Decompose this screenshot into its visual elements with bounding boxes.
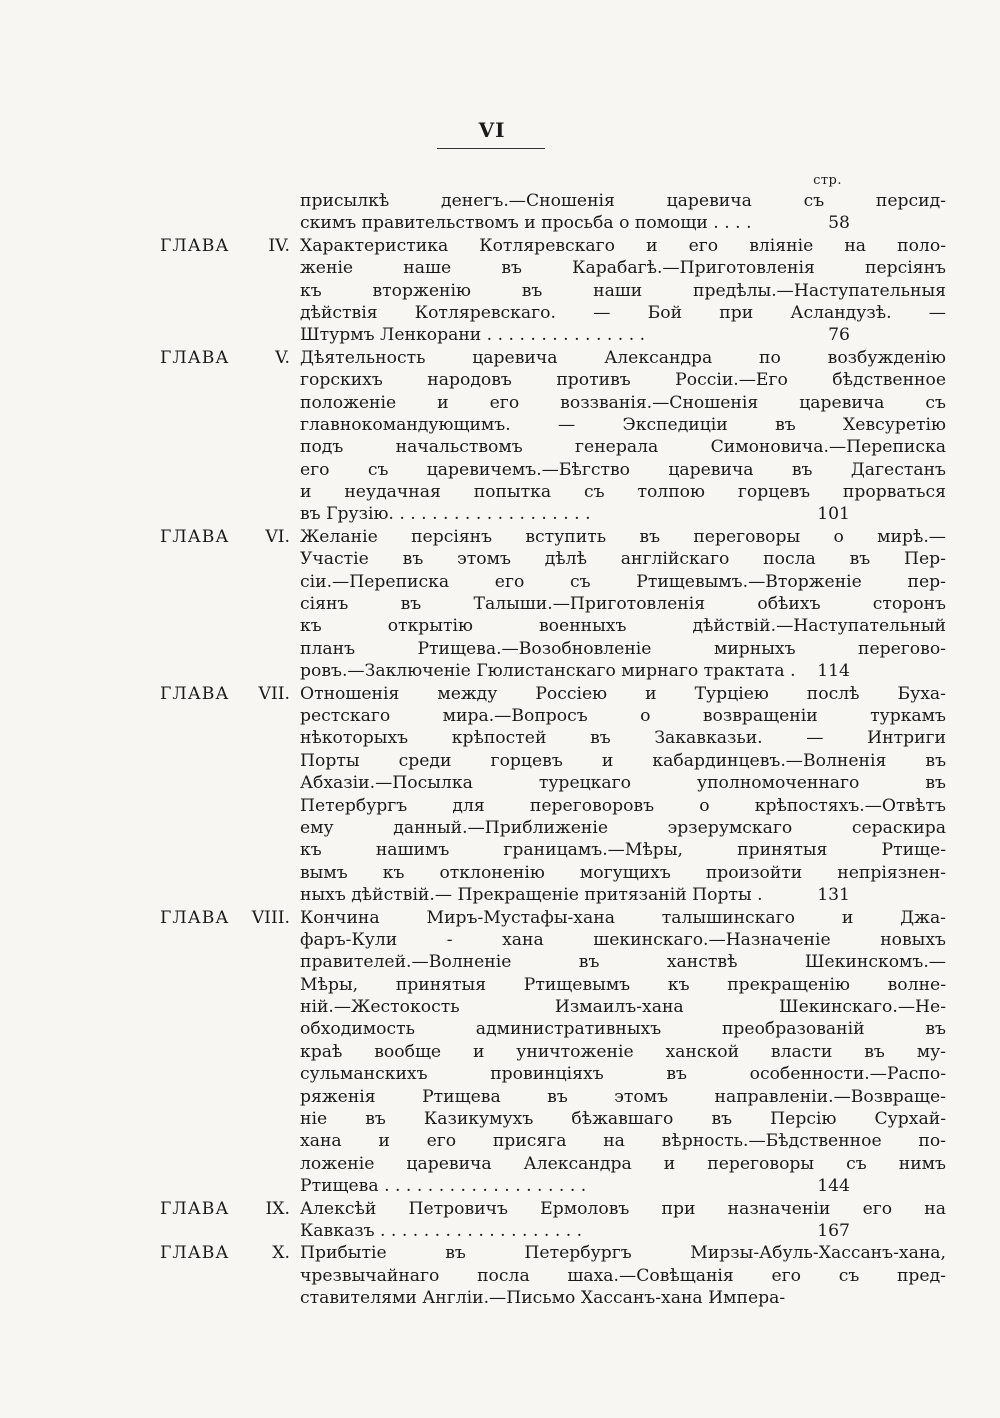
toc-line-text: женіе наше въ Карабагѣ.—Приготовленія персіянъ bbox=[300, 258, 946, 279]
toc-line-text: Прибытіе въ Петербургъ Мирзы-Абуль-Хассанъ-хана, bbox=[300, 1243, 946, 1264]
toc-line-text: главнокомандующимъ. — Экспедиціи въ Хевсуретію bbox=[300, 414, 946, 435]
toc-line-text: ряженія Ртищева въ этомъ направленіи.—Возвраще- bbox=[300, 1086, 946, 1107]
chapter-word: ГЛАВА bbox=[160, 907, 230, 928]
toc-line bbox=[160, 526, 946, 548]
chapter-label bbox=[160, 683, 290, 705]
chapter-label bbox=[160, 1198, 290, 1220]
toc-line bbox=[160, 1130, 946, 1152]
page-reference: 131 bbox=[817, 885, 850, 906]
toc-line-text: къ нашимъ границамъ.—Мѣры, принятыя Ртище- bbox=[300, 840, 946, 861]
toc-line-text: подъ начальствомъ генерала Симоновича.—Переписка bbox=[300, 437, 946, 458]
toc-line bbox=[160, 660, 850, 682]
chapter-number: IV. bbox=[268, 235, 290, 256]
toc-line-text: ложеніе царевича Александра и переговоры съ нимъ bbox=[300, 1153, 946, 1174]
toc-line bbox=[160, 1265, 946, 1287]
toc-line-text: и неудачная попытка съ толпою горцевъ прорваться bbox=[300, 482, 946, 503]
toc-line bbox=[160, 817, 946, 839]
chapter-label bbox=[160, 526, 290, 548]
toc-line bbox=[160, 929, 946, 951]
chapter-word: ГЛАВА bbox=[160, 526, 230, 547]
toc-line-text: къ открытію военныхъ дѣйствій.—Наступательный bbox=[300, 616, 946, 637]
chapter-label bbox=[160, 907, 290, 929]
toc-line bbox=[160, 1108, 946, 1130]
toc-line-text: Ртищева . . . . . . . . . . . . . . . . . . . bbox=[300, 1176, 587, 1197]
toc-line-text: краѣ вообще и уничтоженіе ханской власти въ му- bbox=[300, 1041, 946, 1062]
toc-entry bbox=[160, 526, 946, 683]
toc-line bbox=[160, 951, 946, 973]
chapter-number: VII. bbox=[258, 683, 290, 704]
toc-line bbox=[160, 302, 946, 324]
toc-line-text: Кавказъ . . . . . . . . . . . . . . . . . . . bbox=[300, 1220, 583, 1241]
toc-line-text: Кончина Миръ-Мустафы-хана талышинскаго и Джа- bbox=[300, 907, 946, 928]
toc-entry bbox=[160, 190, 946, 235]
chapter-number: V. bbox=[275, 347, 290, 368]
toc-entry bbox=[160, 1198, 946, 1243]
toc-line bbox=[160, 571, 946, 593]
toc-line bbox=[160, 1220, 850, 1242]
chapter-word: ГЛАВА bbox=[160, 1198, 230, 1219]
toc-line bbox=[160, 750, 946, 772]
toc-line bbox=[160, 1086, 946, 1108]
toc-line-text: къ вторженію въ наши предѣлы.—Наступательныя bbox=[300, 280, 946, 301]
toc-line-text: Петербургъ для переговоровъ о крѣпостяхъ.—Отвѣтъ bbox=[300, 795, 946, 816]
toc-line bbox=[160, 839, 946, 861]
toc-line-text: Характеристика Котляревскаго и его вліяніе на поло- bbox=[300, 235, 946, 256]
toc-entry bbox=[160, 907, 946, 1198]
chapter-label bbox=[160, 347, 290, 369]
toc-line bbox=[160, 907, 946, 929]
chapter-word: ГЛАВА bbox=[160, 347, 230, 368]
toc-line-text: фаръ-Кули - хана шекинскаго.—Назначеніе новыхъ bbox=[300, 929, 946, 950]
toc-line-text: ровъ.—Заключеніе Гюлистанскаго мирнаго трактата . bbox=[300, 661, 796, 682]
chapter-number: VI. bbox=[265, 526, 290, 547]
toc-line-text: его съ царевичемъ.—Бѣгство царевича въ Дагестанъ bbox=[300, 459, 946, 480]
toc-line-text: Мѣры, принятыя Ртищевымъ къ прекращенію волне- bbox=[300, 974, 946, 995]
toc-line-text: планъ Ртищева.—Возобновленіе мирныхъ перегово- bbox=[300, 638, 946, 659]
toc-line bbox=[160, 190, 946, 212]
toc-line-text: ставителями Англіи.—Письмо Хассанъ-хана Импера- bbox=[300, 1288, 786, 1309]
toc-line bbox=[160, 212, 850, 234]
header-rule bbox=[437, 148, 545, 149]
toc-line-text: сульманскихъ провинціяхъ въ особенности.—Распо- bbox=[300, 1064, 946, 1085]
toc-entry bbox=[160, 1242, 946, 1309]
toc-line bbox=[160, 324, 850, 346]
toc-line bbox=[160, 1175, 850, 1197]
toc-line bbox=[160, 369, 946, 391]
toc-line-text: сіянъ въ Талыши.—Приготовленія обѣихъ сторонъ bbox=[300, 594, 946, 615]
toc-line-text: Абхазіи.—Посылка турецкаго уполномоченнаго въ bbox=[300, 773, 946, 794]
toc-line bbox=[160, 548, 946, 570]
toc-line-text: чрезвычайнаго посла шаха.—Совѣщанія его съ пред- bbox=[300, 1265, 946, 1286]
toc-entry bbox=[160, 235, 946, 347]
chapter-label bbox=[160, 1242, 290, 1264]
toc-line-text: ему данный.—Приближеніе эрзерумскаго сераскира bbox=[300, 817, 946, 838]
toc-line-text: въ Грузію. . . . . . . . . . . . . . . . . . . bbox=[300, 504, 591, 525]
chapter-word: ГЛАВА bbox=[160, 683, 230, 704]
toc-line-text: рестскаго мира.—Вопросъ о возвращеніи туркамъ bbox=[300, 705, 946, 726]
toc-line bbox=[160, 1287, 850, 1309]
toc-line-text: положеніе и его воззванія.—Сношенія царевича съ bbox=[300, 392, 946, 413]
toc-line-text: Желаніе персіянъ вступить въ переговоры о мирѣ.— bbox=[300, 526, 946, 547]
toc-line-text: горскихъ народовъ противъ Россіи.—Его бѣдственное bbox=[300, 370, 946, 391]
toc-line-text: Участіе въ этомъ дѣлѣ англійскаго посла въ Пер- bbox=[300, 549, 946, 570]
page-reference: 76 bbox=[828, 325, 850, 346]
toc-line bbox=[160, 884, 850, 906]
toc-line-text: Порты среди горцевъ и кабардинцевъ.—Волненія въ bbox=[300, 750, 946, 771]
chapter-number: X. bbox=[272, 1243, 290, 1264]
toc-line bbox=[160, 727, 946, 749]
page-reference: 101 bbox=[817, 504, 850, 525]
chapter-label bbox=[160, 235, 290, 257]
toc-line bbox=[160, 503, 850, 525]
toc-line bbox=[160, 593, 946, 615]
page-number: VI bbox=[478, 118, 506, 142]
toc-line bbox=[160, 436, 946, 458]
chapter-word: ГЛАВА bbox=[160, 235, 230, 256]
toc-line-text: дѣйствія Котляревскаго. — Бой при Асландузѣ. — bbox=[300, 302, 946, 323]
toc-entry bbox=[160, 683, 946, 907]
page-reference: 167 bbox=[817, 1220, 850, 1241]
page-reference: 144 bbox=[817, 1176, 850, 1197]
toc-line bbox=[160, 996, 946, 1018]
toc-line-text: Дѣятельность царевича Александра по возбужденію bbox=[300, 347, 946, 368]
toc-line bbox=[160, 615, 946, 637]
chapter-number: VIII. bbox=[251, 907, 290, 928]
toc-line-text: хана и его присяга на вѣрность.—Бѣдственное по- bbox=[300, 1131, 946, 1152]
toc-line-text: обходимость административныхъ преобразованій въ bbox=[300, 1019, 946, 1040]
toc-line bbox=[160, 481, 946, 503]
toc-line bbox=[160, 1242, 946, 1264]
toc-line-text: Алексѣй Петровичъ Ермоловъ при назначеніи его на bbox=[300, 1198, 946, 1219]
toc-line-text: Штурмъ Ленкорани . . . . . . . . . . . . . . . bbox=[300, 325, 646, 346]
toc-line bbox=[160, 1153, 946, 1175]
toc-line-text: Отношенія между Россіею и Турціею послѣ Буха- bbox=[300, 683, 946, 704]
toc-line bbox=[160, 414, 946, 436]
toc-line bbox=[160, 347, 946, 369]
chapter-number: IX. bbox=[265, 1198, 290, 1219]
toc-line bbox=[160, 1198, 946, 1220]
toc-line-text: вымъ къ отклоненію могущихъ произойти непріязнен- bbox=[300, 862, 946, 883]
toc-line bbox=[160, 705, 946, 727]
toc-line-text: скимъ правительствомъ и просьба о помощи . . . . bbox=[300, 213, 752, 234]
toc-line-text: ныхъ дѣйствій.— Прекращеніе притязаній Порты . bbox=[300, 885, 763, 906]
toc-line bbox=[160, 638, 946, 660]
toc-line bbox=[160, 974, 946, 996]
toc-line-text: присылкѣ денегъ.—Сношенія царевича съ персид- bbox=[300, 191, 946, 211]
toc-line bbox=[160, 257, 946, 279]
toc-line bbox=[160, 459, 946, 481]
toc-line-text: правителей.—Волненіе въ ханствѣ Шекинскомъ.— bbox=[300, 952, 946, 973]
toc-line bbox=[160, 795, 946, 817]
toc-line bbox=[160, 772, 946, 794]
toc-line bbox=[160, 862, 946, 884]
page-column-label: стр. bbox=[813, 173, 842, 188]
toc-entry bbox=[160, 347, 946, 526]
toc-line bbox=[160, 235, 946, 257]
toc-line-text: ній.—Жестокость Измаилъ-хана Шекинскаго.—Не- bbox=[300, 997, 946, 1018]
chapter-word: ГЛАВА bbox=[160, 1243, 230, 1264]
page-reference: 114 bbox=[817, 661, 850, 682]
toc-line bbox=[160, 1063, 946, 1085]
toc-line bbox=[160, 683, 946, 705]
page-reference: 58 bbox=[828, 213, 850, 234]
toc-line bbox=[160, 1041, 946, 1063]
toc-line-text: нѣкоторыхъ крѣпостей въ Закавказьи. — Интриги bbox=[300, 728, 946, 749]
table-of-contents bbox=[160, 190, 946, 1310]
toc-line bbox=[160, 392, 946, 414]
toc-line bbox=[160, 280, 946, 302]
toc-line bbox=[160, 1018, 946, 1040]
toc-line-text: сіи.—Переписка его съ Ртищевымъ.—Вторженіе пер- bbox=[300, 571, 946, 592]
toc-line-text: ніе въ Казикумухъ бѣжавшаго въ Персію Сурхай- bbox=[300, 1109, 946, 1130]
